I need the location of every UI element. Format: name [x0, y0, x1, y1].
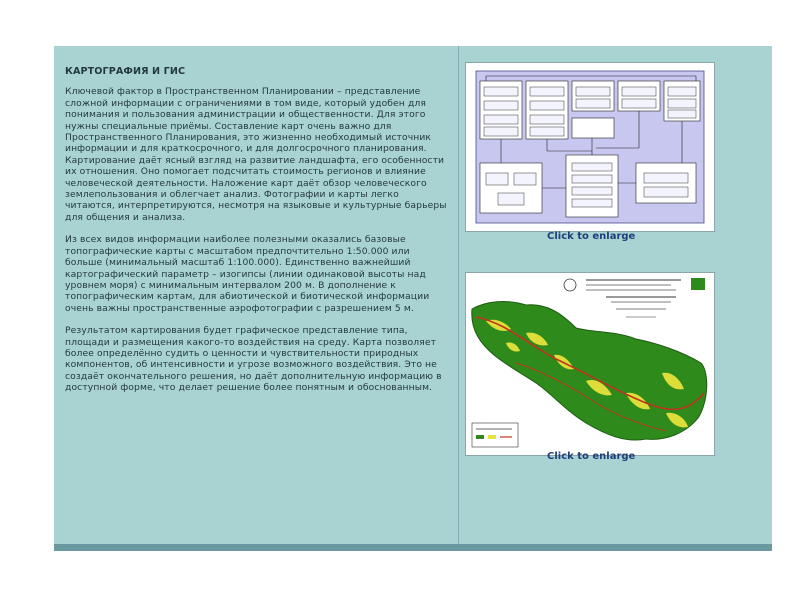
article-paragraph: Ключевой фактор в Пространственном Планировании – представление сложной информации с ограничениями в том виде, который удобен для понимания и пользования администрации и общественности. Для этого нужны специальные приёмы. Составление карт очень важно для Пространственного Планирования, это жизненно необходимый источник информации и для краткосрочного, и для долгосрочного планирования. Картирование даёт ясный взгляд на развитие ландшафта, его особенности их отношения. Оно помогает подсчитать стоимость регионов и влияние человеческой деятельности. Наложение карт даёт обзор человеческого землепользования и облегчает анализ. Фотографии и карты легко читаются, интерпретируются, несмотря на языковые и культурные барьеры для общения и анализа. — [65, 86, 447, 223]
article-paragraph: Из всех видов информации наиболее полезными оказались базовые топографические карты с масштабом предпочтительно 1:50.000 или больше (минимальный масштаб 1:100.000). Единственно важнейший картографический параметр – изогипсы (линии одинаковой высоты над уровнем моря) с минимальным интервалом 200 м. В дополнение к топографическим картам, для абиотической и биотической информации очень важны пространственные аэрофотографии с разрешением 5 м. — [65, 234, 430, 314]
column-divider — [458, 46, 459, 551]
article-paragraph: Результатом картирования будет графическое представление типа, площади и размещения какого-то воздействия на среду. Карта позволяет более определённо судить о ценности и чувствительности природных компонентов, об интенсивности и угрозе возможного воздействия. Это не создаёт окончательного решения, но даёт дополнительную информацию в доступной форме, что делает решение более понятным и обоснованным. — [65, 325, 442, 394]
page-bottom-bar — [54, 544, 772, 551]
flowchart-thumbnail[interactable] — [465, 62, 715, 232]
scale-legend-icon — [472, 423, 518, 447]
enlarge-link[interactable]: Click to enlarge — [547, 231, 636, 242]
map-thumbnail[interactable] — [465, 272, 715, 456]
map-thumbnail-icon — [466, 273, 714, 455]
content-panel — [54, 46, 772, 551]
article-title: КАРТОГРАФИЯ И ГИС — [65, 66, 186, 77]
article — [65, 66, 449, 405]
flowchart-thumbnail-icon — [466, 63, 714, 231]
enlarge-link[interactable]: Click to enlarge — [547, 451, 636, 462]
